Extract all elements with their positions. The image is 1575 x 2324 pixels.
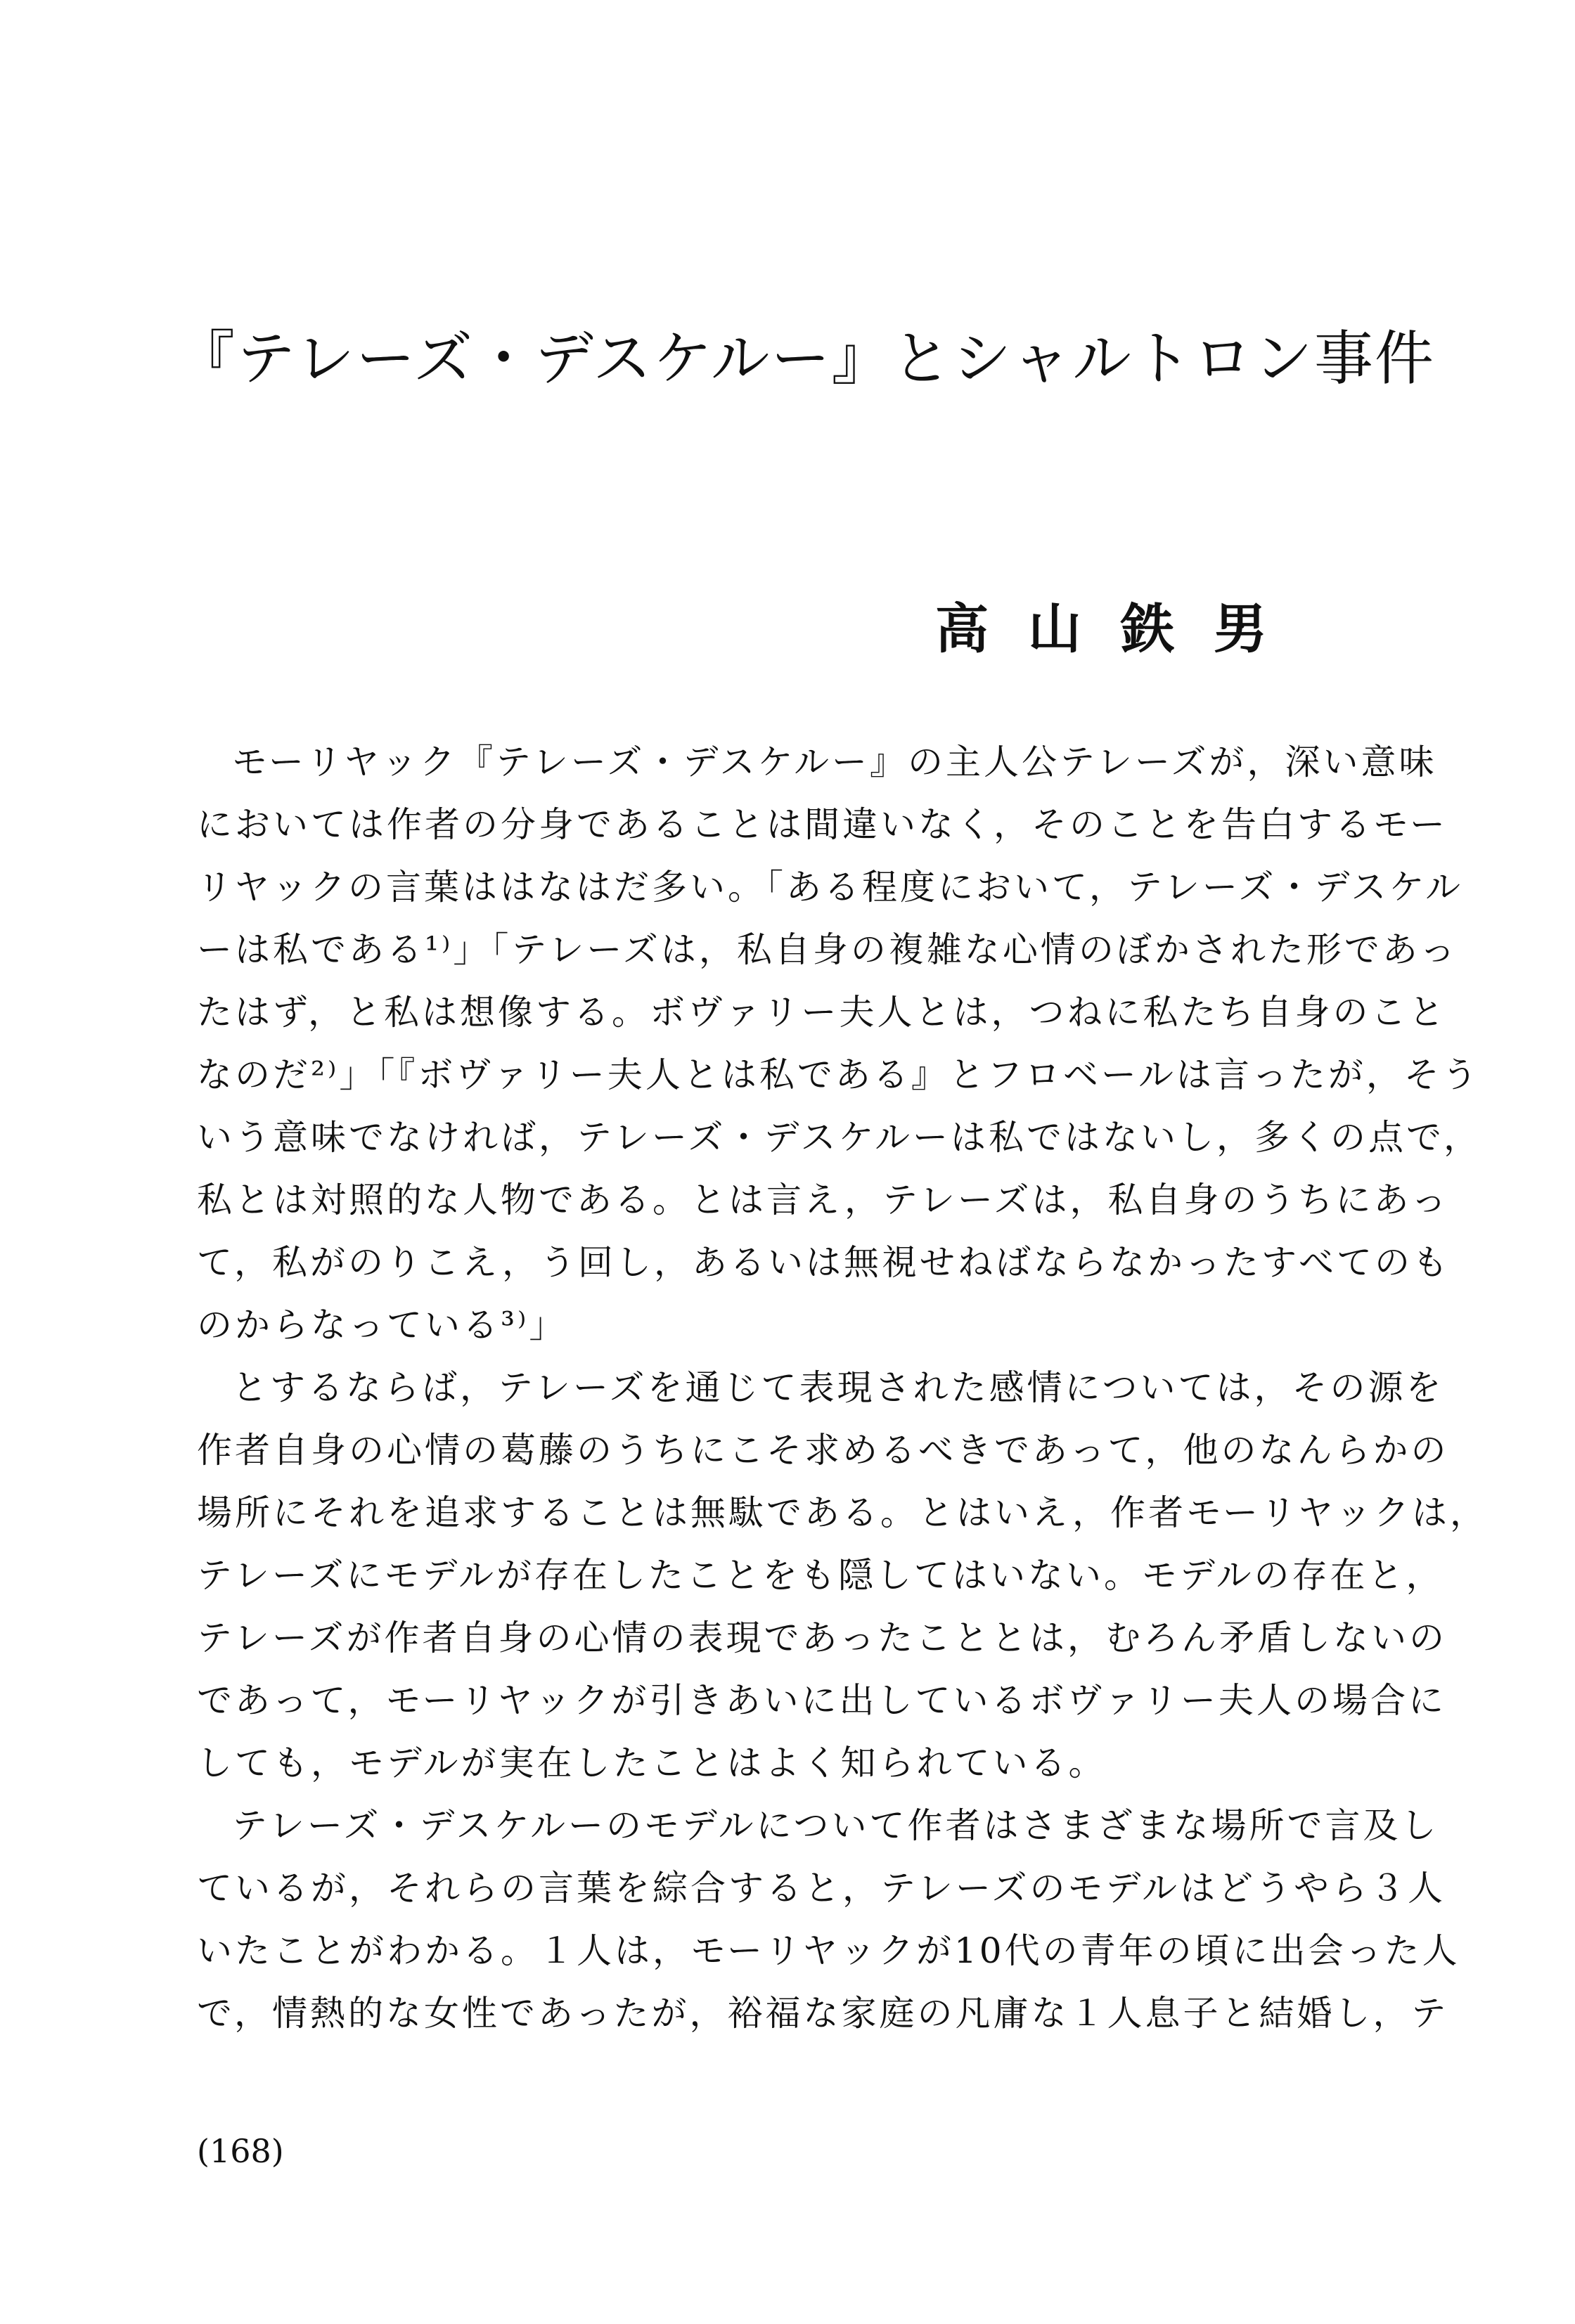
- text-line: テレーズ・デスケルーのモデルについて作者はさまざまな場所で言及し: [232, 1805, 1439, 1846]
- text-line: いう意味でなければ，テレーズ・デスケルーは私ではないし，多くの点で，: [197, 1117, 1481, 1158]
- text-line: て，私がのりこえ，う回し，あるいは無視せねばならなかったすべてのも: [197, 1242, 1451, 1283]
- text-line: であって，モーリヤックが引きあいに出しているボヴァリー夫人の場合に: [197, 1680, 1446, 1721]
- text-line: テレーズが作者自身の心情の表現であったこととは，むろん矛盾しないの: [197, 1618, 1447, 1658]
- paragraph-3: [197, 1795, 1460, 2045]
- text-line: で，情熱的な女性であったが，裕福な家庭の凡庸な１人息子と結婚し，テ: [197, 1993, 1449, 2034]
- text-line: のからなっている³⁾」: [197, 1305, 567, 1345]
- text-line: たはず，と私は想像する。ボヴァリー夫人とは，つねに私たち自身のこと: [197, 992, 1447, 1033]
- text-line: リヤックの言葉ははなはだ多い。「ある程度において，テレーズ・デスケル: [197, 867, 1463, 908]
- text-line: 作者自身の心情の葛藤のうちにこそ求めるべきであって，他のなんらかの: [197, 1430, 1449, 1471]
- text-line: しても，モデルが実在したことはよく知られている。: [197, 1743, 1107, 1783]
- page-number: (168): [197, 2132, 284, 2170]
- text-line: いたことがわかる。１人は，モーリヤックが10代の青年の頃に出会った人: [197, 1930, 1460, 1971]
- article-body: [197, 731, 1488, 2045]
- text-line: なのだ²⁾」「『ボヴァリー夫人とは私である』とフロベールは言ったが，そう: [197, 1054, 1480, 1095]
- text-line: とするならば，テレーズを通じて表現された感情については，その源を: [232, 1367, 1444, 1408]
- author-name: 高山鉄男: [935, 598, 1306, 660]
- text-line: ーは私である¹⁾」「テレーズは，私自身の複雑な心情のぼかされた形であっ: [197, 929, 1458, 970]
- text-line: においては作者の分身であることは間違いなく，そのことを告白するモー: [197, 804, 1448, 845]
- text-line: ているが，それらの言葉を綜合すると，テレーズのモデルはどうやら３人: [197, 1868, 1446, 1909]
- text-line: 場所にそれを追求することは無駄である。とはいえ，作者モーリヤックは，: [197, 1492, 1488, 1533]
- text-line: 私とは対照的な人物である。とは言え，テレーズは，私自身のうちにあっ: [197, 1180, 1449, 1220]
- article-title: 『テレーズ・デスケルー』とシャルトロン事件: [176, 324, 1435, 393]
- paragraph-1: [197, 731, 1481, 1357]
- text-line: モーリヤック『テレーズ・デスケルー』の主人公テレーズが，深い意味: [232, 742, 1437, 782]
- text-line: テレーズにモデルが存在したことをも隠してはいない。モデルの存在と，: [197, 1555, 1444, 1596]
- paragraph-2: [197, 1357, 1488, 1795]
